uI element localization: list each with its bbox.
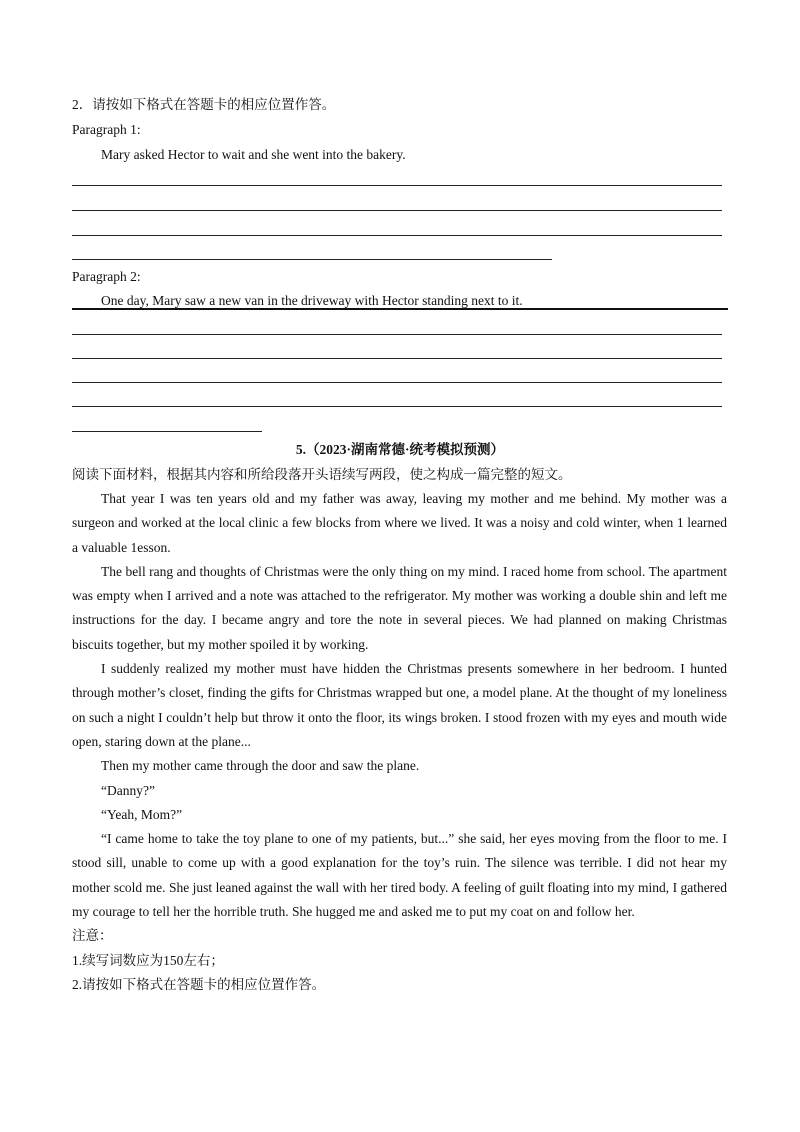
answer-line [72, 431, 262, 432]
story-paragraph: That year I was ten years old and my father was away, leaving my mother and me behind. My mother was a surgeon and worked at the local clinic a few blocks from where we lived. It was a noisy and cold winter, when 1 learned a valuable 1esson. [72, 491, 727, 555]
story-paragraph: The bell rang and thoughts of Christmas were the only thing on my mind. I raced home from school. The apartment was empty when I arrived and a note was attached to the refrigerator. My mother was working a double shin and left me instructions for the day. I became angry and tore the note in several pieces. We had planned on making Christmas biscuits together, but my mother spoiled it by working. [72, 563, 727, 652]
answer-line [72, 334, 722, 335]
paragraph2-label: Paragraph 2: [72, 269, 141, 284]
answer-line [72, 210, 722, 211]
answer-line [72, 259, 552, 260]
answer-line [72, 406, 722, 407]
story-text [72, 487, 727, 997]
question-prompt: 阅读下面材料，根据其内容和所给段落开头语续写两段，使之构成一篇完整的短文。 [72, 467, 572, 482]
answer-line [72, 235, 722, 236]
story-paragraph: “Danny?” [101, 782, 155, 798]
answer-line [72, 358, 722, 359]
story-paragraph: Then my mother came through the door and saw the plane. [101, 758, 420, 774]
story-paragraph: “Yeah, Mom?” [101, 806, 183, 822]
question-heading: 5.（2023·湖南常德·统考模拟预测） [295, 442, 505, 457]
story-paragraph: I suddenly realized my mother must have hidden the Christmas presents somewhere in her bedroom. I hunted through mother’s closet, finding the gifts for Christmas wrapped but one, a model plane. At the thought of my loneliness on such a night I couldn’t help but throw it onto the floor, its wings broken. I stood frozen with my eyes and mouth wide open, staring down at the plane... [72, 661, 727, 749]
answer-line [72, 185, 722, 186]
notes-label: 注意： [72, 928, 113, 944]
note-item: 2.请按如下格式在答题卡的相应位置作答。 [72, 976, 326, 992]
paragraph1-start-text: Mary asked Hector to wait and she went into the bakery. [101, 147, 406, 162]
story-paragraph: “I came home to take the toy plane to one of my patients, but...” she said, her eyes moving from the floor to me. I stood sill, unable to come up with a good explanation for the toy’s ruin. The silence was terrible. I did not hear my mother scold me. She just leaned against the wall with her tired body. A feeling of guilt floating into my mind, I gathered my courage to tell her the horrible truth. She hugged me and asked me to put my coat on and follow her. [72, 831, 727, 920]
answer-line [72, 382, 722, 383]
separator-line [72, 308, 728, 310]
paragraph2-start-text: One day, Mary saw a new van in the driveway with Hector standing next to it. [101, 293, 523, 308]
paragraph1-label: Paragraph 1: [72, 122, 141, 137]
instruction-text: 2．请按如下格式在答题卡的相应位置作答。 [72, 97, 336, 112]
note-item: 1.续写词数应为150左右； [72, 952, 224, 968]
